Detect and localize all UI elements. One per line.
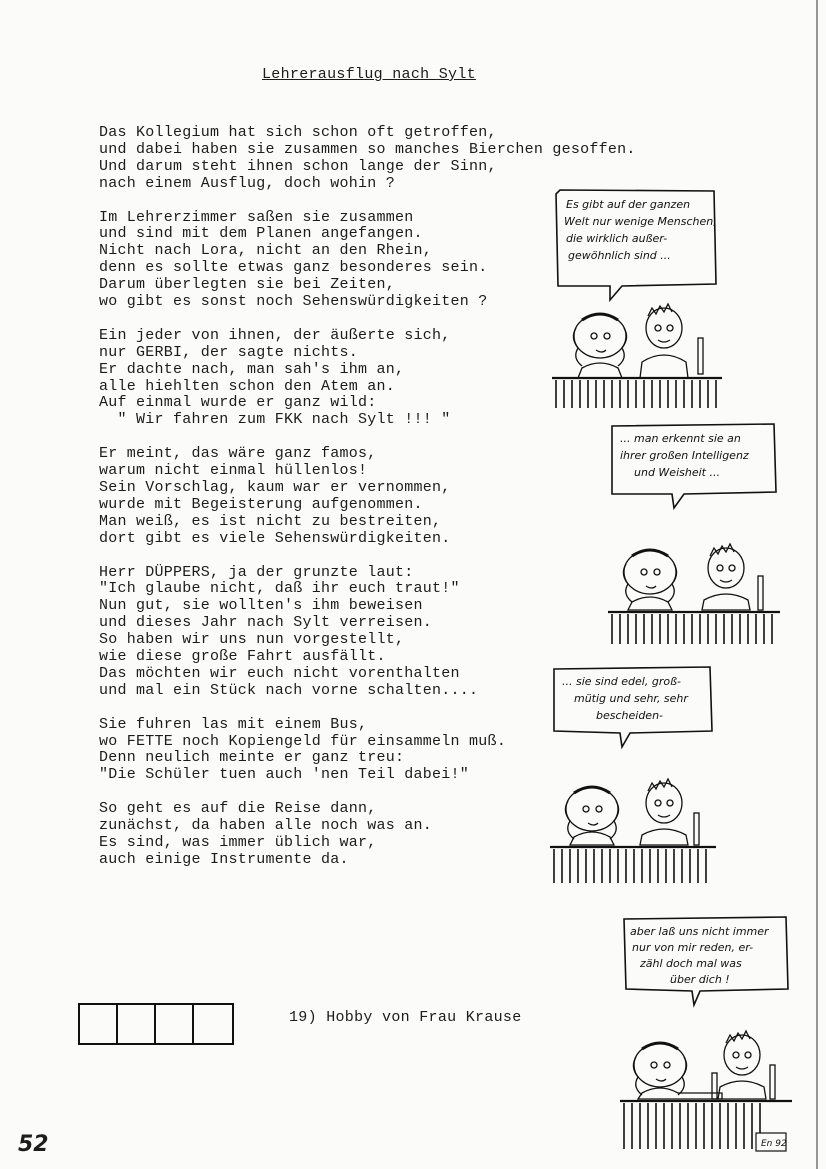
artist-signature: En 92 bbox=[761, 1139, 787, 1149]
bar-counter bbox=[554, 849, 706, 883]
poem-line: Das möchten wir euch nicht vorenthalten bbox=[99, 664, 460, 682]
stanza-1 bbox=[99, 125, 636, 193]
poem-line: dort gibt es viele Sehenswürdigkeiten. bbox=[99, 529, 451, 547]
poem-line: Im Lehrerzimmer saßen sie zusammen bbox=[99, 208, 414, 226]
poem-line: nach einem Ausflug, doch wohin ? bbox=[99, 174, 396, 192]
bar-counter bbox=[612, 614, 772, 644]
man-figure bbox=[702, 544, 763, 610]
poem-line: "Die Schüler tuen auch 'nen Teil dabei!" bbox=[99, 766, 470, 784]
woman-figure bbox=[565, 787, 618, 845]
page-number: 52 bbox=[18, 1132, 49, 1157]
comic-panel-4 bbox=[620, 915, 792, 1167]
man-figure bbox=[640, 779, 699, 845]
bubble-text: ... sie sind edel, groß- mütig und sehr, sehr bescheiden- bbox=[562, 675, 688, 722]
poem-line: nur GERBI, der sagte nichts. bbox=[99, 343, 359, 361]
poem-line: auch einige Instrumente da. bbox=[99, 850, 349, 868]
poem-line: Nun gut, sie wollten's ihm beweisen bbox=[99, 597, 423, 615]
poem-line: denn es sollte etwas ganz besonderes sein. bbox=[99, 259, 488, 277]
poem-line: Sie fuhren las mit einem Bus, bbox=[99, 715, 368, 733]
poem-line: Er dachte nach, man sah's ihm an, bbox=[99, 360, 405, 378]
poem-line: Herr DÜPPERS, ja der grunzte laut: bbox=[99, 563, 414, 581]
poem-line: Ein jeder von ihnen, der äußerte sich, bbox=[99, 326, 451, 344]
poem-line: wurde mit Begeisterung aufgenommen. bbox=[99, 495, 423, 513]
poem-line: zunächst, da haben alle noch was an. bbox=[99, 817, 433, 835]
poem-line: wo gibt es sonst noch Sehenswürdigkeiten ? bbox=[99, 293, 488, 311]
poem-line: Das Kollegium hat sich schon oft getroffen, bbox=[99, 124, 497, 141]
stanza-4 bbox=[99, 446, 636, 547]
answer-box[interactable] bbox=[80, 1005, 118, 1043]
man-figure bbox=[712, 1031, 775, 1099]
poem-line: So haben wir uns nun vorgestellt, bbox=[99, 631, 405, 649]
poem-line: warum nicht einmal hüllenlos! bbox=[99, 462, 368, 480]
comic-panel-1 bbox=[552, 188, 722, 412]
woman-figure bbox=[633, 1043, 722, 1099]
poem-line: wo FETTE noch Kopiengeld für einsammeln muß. bbox=[99, 732, 507, 750]
bubble-text: ... man erkennt sie an ihrer großen Intelligenz und Weisheit ... bbox=[620, 432, 749, 479]
page-edge bbox=[816, 0, 818, 1169]
poem-line: Denn neulich meinte er ganz treu: bbox=[99, 749, 405, 767]
answer-boxes bbox=[78, 1003, 234, 1045]
poem-line: und mal ein Stück nach vorne schalten.... bbox=[99, 681, 479, 699]
bar-counter bbox=[624, 1103, 760, 1149]
poem-line: und dieses Jahr nach Sylt verreisen. bbox=[99, 614, 433, 632]
comic-panel-3 bbox=[550, 665, 716, 891]
poem-line: "Ich glaube nicht, daß ihr euch traut!" bbox=[99, 580, 460, 598]
poem-line: und dabei haben sie zusammen so manches Bierchen gesoffen. bbox=[99, 140, 636, 158]
bar-counter bbox=[556, 380, 716, 408]
poem-line: Und darum steht ihnen schon lange der Sinn, bbox=[99, 157, 497, 175]
poem-line: Darum überlegten sie bei Zeiten, bbox=[99, 276, 396, 294]
poem-line: Er meint, das wäre ganz famos, bbox=[99, 445, 377, 463]
poem-line: So geht es auf die Reise dann, bbox=[99, 800, 377, 818]
bubble-text: Es gibt auf der ganzen Welt nur wenige Menschen, die wirklich außer- gewöhnlich sind ... bbox=[564, 198, 717, 262]
poem-line: " Wir fahren zum FKK nach Sylt !!! " bbox=[99, 411, 451, 429]
woman-figure bbox=[623, 550, 676, 610]
bubble-text: aber laß uns nicht immer nur von mir reden, er- zähl doch mal was über dich ! bbox=[630, 925, 769, 986]
answer-box[interactable] bbox=[194, 1005, 232, 1043]
poem-line: und sind mit dem Planen angefangen. bbox=[99, 225, 423, 243]
answer-box[interactable] bbox=[156, 1005, 194, 1043]
woman-figure bbox=[573, 314, 626, 378]
comic-panel-2 bbox=[608, 422, 780, 648]
answer-box[interactable] bbox=[118, 1005, 156, 1043]
poem-title: Lehrerausflug nach Sylt bbox=[262, 66, 476, 83]
poem-line: wie diese große Fahrt ausfällt. bbox=[99, 648, 386, 666]
poem-line: Es sind, was immer üblich war, bbox=[99, 833, 377, 851]
man-figure bbox=[640, 304, 703, 378]
poem-line: Man weiß, es ist nicht zu bestreiten, bbox=[99, 512, 442, 530]
poem-line: Auf einmal wurde er ganz wild: bbox=[99, 394, 377, 412]
poem-line: Sein Vorschlag, kaum war er vernommen, bbox=[99, 478, 451, 496]
poem-line: Nicht nach Lora, nicht an den Rhein, bbox=[99, 242, 433, 260]
puzzle-caption: 19) Hobby von Frau Krause bbox=[289, 1009, 522, 1026]
poem-line: alle hiehlten schon den Atem an. bbox=[99, 377, 396, 395]
